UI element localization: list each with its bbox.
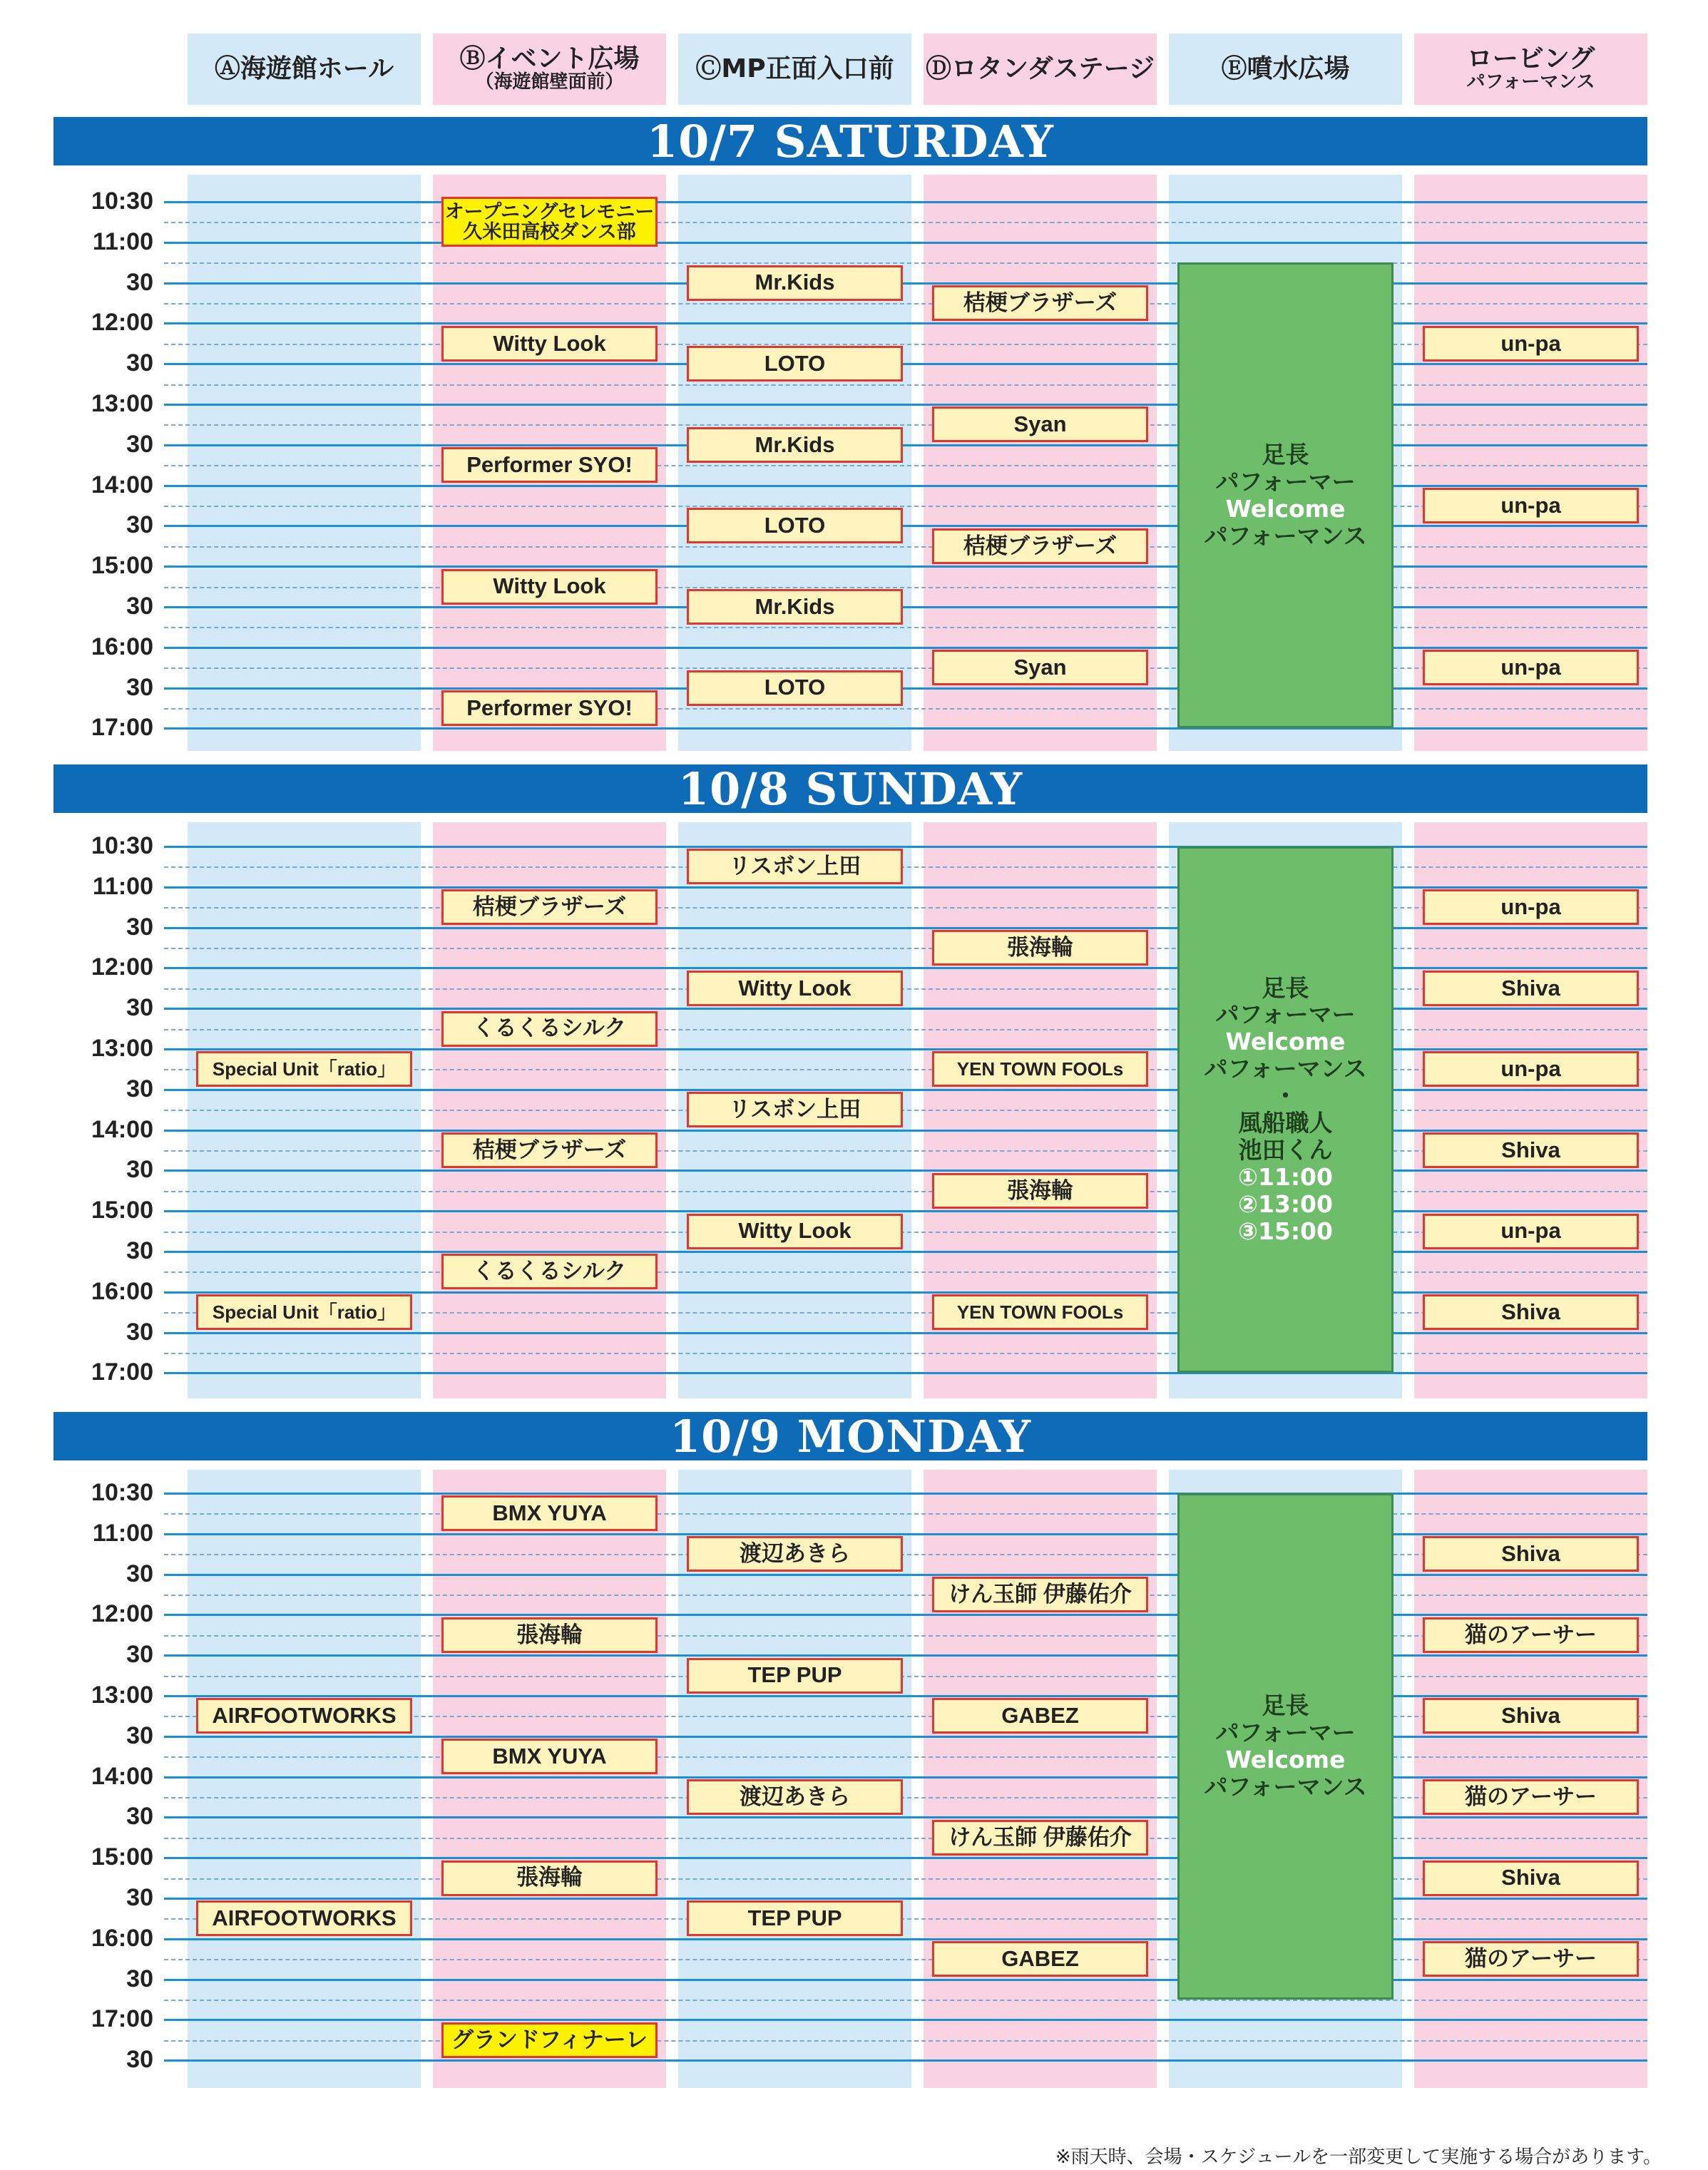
grid-line bbox=[164, 1493, 1647, 1495]
grid-line bbox=[164, 1533, 1647, 1535]
grid-line bbox=[164, 565, 1647, 568]
time-label: 17:00 bbox=[91, 714, 153, 742]
grid-line bbox=[164, 1898, 1647, 1900]
event-box[interactable]: 桔梗ブラザーズ bbox=[441, 889, 658, 925]
venue-header-1 bbox=[433, 34, 666, 105]
venue-sublabel: （海遊館壁面前） bbox=[475, 71, 624, 93]
time-label: 30 bbox=[126, 1965, 153, 1992]
grid-line bbox=[164, 2059, 1647, 2062]
time-label: 30 bbox=[126, 1803, 153, 1831]
time-label: 30 bbox=[126, 2046, 153, 2074]
event-box[interactable]: Syan bbox=[932, 650, 1148, 685]
grid-line bbox=[164, 606, 1647, 608]
grid-line bbox=[164, 2019, 1647, 2021]
grid-line bbox=[164, 1695, 1647, 1697]
time-label: 15:00 bbox=[91, 1843, 153, 1871]
grid-dash bbox=[164, 1271, 1647, 1273]
long-block-line: パフォーマンス bbox=[1204, 1055, 1367, 1083]
event-box[interactable]: LOTO bbox=[687, 670, 903, 706]
time-label: 12:00 bbox=[91, 1600, 153, 1628]
time-label: 16:00 bbox=[91, 1924, 153, 1952]
long-block-line: 風船職人 bbox=[1238, 1109, 1333, 1137]
grid-dash bbox=[164, 627, 1647, 628]
venue-header-5 bbox=[1414, 34, 1647, 105]
event-box[interactable]: グランドフィナーレ bbox=[441, 2022, 658, 2058]
event-box[interactable]: Mr.Kids bbox=[687, 427, 903, 463]
grid-dash bbox=[164, 948, 1647, 949]
event-box[interactable]: 桔梗ブラザーズ bbox=[932, 528, 1148, 564]
long-block-line: パフォーマンス bbox=[1204, 1772, 1367, 1801]
grid-dash bbox=[164, 1595, 1647, 1596]
long-performance-block bbox=[1177, 262, 1393, 728]
event-box[interactable]: Syan bbox=[932, 406, 1148, 442]
event-box[interactable]: Shiva bbox=[1423, 971, 1639, 1006]
event-line: 久米田高校ダンス部 bbox=[463, 221, 636, 243]
time-label: 30 bbox=[126, 268, 153, 296]
time-label: 17:00 bbox=[91, 2005, 153, 2033]
event-box[interactable]: AIRFOOTWORKS bbox=[196, 1698, 412, 1734]
time-label: 16:00 bbox=[91, 1277, 153, 1305]
time-label: 30 bbox=[126, 511, 153, 539]
time-label: 30 bbox=[126, 994, 153, 1022]
long-block-line: パフォーマー bbox=[1215, 1719, 1356, 1747]
time-label: 15:00 bbox=[91, 552, 153, 580]
event-box[interactable]: Shiva bbox=[1423, 1698, 1639, 1734]
time-label: 30 bbox=[126, 430, 153, 458]
event-box[interactable]: リスボン上田 bbox=[687, 1092, 903, 1127]
grid-line bbox=[164, 201, 1647, 203]
grid-line bbox=[164, 967, 1647, 969]
grid-line bbox=[164, 1938, 1647, 1940]
venue-column-2 bbox=[678, 175, 911, 751]
event-box[interactable]: 猫のアーサー bbox=[1423, 1941, 1639, 1977]
time-label: 30 bbox=[126, 1075, 153, 1102]
event-box[interactable]: Shiva bbox=[1423, 1132, 1639, 1168]
event-line: オープニングセレモニー bbox=[444, 201, 655, 223]
event-box[interactable]: 渡辺あきら bbox=[687, 1536, 903, 1572]
event-box[interactable]: Special Unit「ratio」 bbox=[196, 1051, 412, 1087]
venue-label: Ⓓロタンダステージ bbox=[925, 54, 1155, 84]
grid-dash bbox=[164, 708, 1647, 710]
time-label: 16:00 bbox=[91, 633, 153, 660]
event-box[interactable]: 張海輪 bbox=[932, 1173, 1148, 1209]
day-banner: 10/7 SATURDAY bbox=[53, 117, 1647, 165]
event-box[interactable]: BMX YUYA bbox=[441, 1739, 658, 1774]
grid-dash bbox=[164, 384, 1647, 386]
long-block-line: ①11:00 bbox=[1238, 1163, 1333, 1192]
time-label: 11:00 bbox=[92, 872, 153, 900]
time-label: 30 bbox=[126, 673, 153, 701]
venue-label: ロービング bbox=[1466, 44, 1595, 74]
event-box[interactable]: YEN TOWN FOOLs bbox=[932, 1051, 1148, 1087]
event-box[interactable]: un-pa bbox=[1423, 326, 1639, 362]
time-label: 30 bbox=[126, 1884, 153, 1911]
venue-column-0 bbox=[188, 175, 421, 751]
grid-dash bbox=[164, 262, 1647, 264]
time-label: 11:00 bbox=[92, 1519, 153, 1547]
footnote: ※雨天時、会場・スケジュールを一部変更して実施する場合があります。 bbox=[1055, 2146, 1662, 2168]
long-block-line: Welcome bbox=[1225, 1028, 1346, 1056]
long-performance-block bbox=[1177, 1493, 1393, 2000]
venue-column-0 bbox=[188, 1470, 421, 2088]
event-box[interactable]: un-pa bbox=[1423, 1051, 1639, 1087]
grid-dash bbox=[164, 1029, 1647, 1030]
grid-line bbox=[164, 1332, 1647, 1334]
time-label: 30 bbox=[126, 1721, 153, 1749]
time-label: 30 bbox=[126, 1156, 153, 1184]
venue-label: ⒸMP正面入口前 bbox=[695, 54, 894, 84]
event-box[interactable]: Mr.Kids bbox=[687, 265, 903, 301]
event-box[interactable]: リスボン上田 bbox=[687, 849, 903, 884]
grid-dash bbox=[164, 1110, 1647, 1111]
grid-line bbox=[164, 1614, 1647, 1616]
grid-dash bbox=[164, 2000, 1647, 2001]
time-label: 14:00 bbox=[91, 471, 153, 498]
time-label: 30 bbox=[126, 913, 153, 941]
long-block-line: Welcome bbox=[1225, 1746, 1346, 1774]
grid-line bbox=[164, 927, 1647, 929]
event-box[interactable]: Witty Look bbox=[441, 569, 658, 605]
grid-line bbox=[164, 1008, 1647, 1010]
venue-column-3 bbox=[924, 1470, 1157, 2088]
grid-dash bbox=[164, 465, 1647, 466]
long-block-line: 足長 bbox=[1262, 973, 1309, 1002]
time-label: 30 bbox=[126, 1560, 153, 1587]
venue-label: Ⓔ噴水広場 bbox=[1221, 54, 1350, 84]
event-box[interactable]: Special Unit「ratio」 bbox=[196, 1294, 412, 1330]
time-label: 13:00 bbox=[91, 1682, 153, 1709]
event-box[interactable]: Shiva bbox=[1423, 1861, 1639, 1896]
grid-line bbox=[164, 525, 1647, 527]
long-block-line: 足長 bbox=[1262, 1692, 1309, 1720]
time-label: 13:00 bbox=[91, 1035, 153, 1062]
venue-sublabel: パフォーマンス bbox=[1466, 71, 1595, 93]
event-box[interactable]: Performer SYO! bbox=[441, 447, 658, 483]
grid-line bbox=[164, 1372, 1647, 1374]
long-block-line: パフォーマー bbox=[1215, 467, 1356, 496]
grid-line bbox=[164, 687, 1647, 690]
grid-dash bbox=[164, 1838, 1647, 1839]
event-box[interactable]: TEP PUP bbox=[687, 1658, 903, 1694]
long-block-line: ・ bbox=[1274, 1082, 1297, 1110]
grid-dash bbox=[164, 1513, 1647, 1515]
event-box[interactable]: GABEZ bbox=[932, 1698, 1148, 1734]
time-label: 11:00 bbox=[92, 227, 153, 255]
event-box[interactable]: un-pa bbox=[1423, 1214, 1639, 1249]
event-box[interactable]: YEN TOWN FOOLs bbox=[932, 1294, 1148, 1330]
event-box[interactable]: Witty Look bbox=[441, 326, 658, 362]
event-box[interactable]: GABEZ bbox=[932, 1941, 1148, 1977]
grid-line bbox=[164, 1089, 1647, 1091]
event-box[interactable]: 桔梗ブラザーズ bbox=[441, 1132, 658, 1168]
time-label: 17:00 bbox=[91, 1358, 153, 1386]
grid-line bbox=[164, 1736, 1647, 1738]
time-label: 10:30 bbox=[91, 1479, 153, 1506]
grid-dash bbox=[164, 1756, 1647, 1758]
time-label: 12:00 bbox=[91, 309, 153, 337]
event-box[interactable]: けん玉師 伊藤佑介 bbox=[932, 1577, 1148, 1612]
grid-dash bbox=[164, 222, 1647, 223]
grid-dash bbox=[164, 546, 1647, 548]
time-label: 10:30 bbox=[91, 832, 153, 859]
event-box[interactable]: 張海輪 bbox=[441, 1617, 658, 1653]
grid-line bbox=[164, 1979, 1647, 1981]
time-label: 14:00 bbox=[91, 1115, 153, 1143]
grid-line bbox=[164, 886, 1647, 889]
event-box[interactable]: くるくるシルク bbox=[441, 1254, 658, 1289]
grid-line bbox=[164, 242, 1647, 244]
venue-header-0 bbox=[188, 34, 421, 105]
time-label: 30 bbox=[126, 1641, 153, 1669]
grid-line bbox=[164, 1130, 1647, 1132]
venue-label: Ⓑイベント広場 bbox=[459, 44, 640, 74]
grid-line bbox=[164, 1654, 1647, 1657]
event-box[interactable]: un-pa bbox=[1423, 889, 1639, 925]
long-block-line: 足長 bbox=[1262, 440, 1309, 469]
grid-line bbox=[164, 1210, 1647, 1212]
long-block-line: 池田くん bbox=[1238, 1136, 1333, 1165]
grid-dash bbox=[164, 424, 1647, 426]
venue-header-2 bbox=[678, 34, 911, 105]
grid-line bbox=[164, 1816, 1647, 1818]
event-box[interactable]: Witty Look bbox=[687, 971, 903, 1006]
event-box[interactable]: Mr.Kids bbox=[687, 589, 903, 625]
grid-line bbox=[164, 485, 1647, 487]
event-box[interactable]: TEP PUP bbox=[687, 1900, 903, 1936]
event-box[interactable]: un-pa bbox=[1423, 488, 1639, 523]
event-box[interactable]: けん玉師 伊藤佑介 bbox=[932, 1820, 1148, 1856]
event-box[interactable]: 猫のアーサー bbox=[1423, 1617, 1639, 1653]
event-box[interactable]: Performer SYO! bbox=[441, 690, 658, 726]
grid-line bbox=[164, 1251, 1647, 1253]
grid-line bbox=[164, 404, 1647, 406]
event-box[interactable]: 渡辺あきら bbox=[687, 1779, 903, 1815]
grid-line bbox=[164, 1170, 1647, 1172]
event-box[interactable]: Witty Look bbox=[687, 1214, 903, 1249]
long-block-line: ②13:00 bbox=[1238, 1190, 1333, 1218]
time-label: 30 bbox=[126, 349, 153, 377]
long-performance-block bbox=[1177, 846, 1393, 1373]
grid-dash bbox=[164, 1191, 1647, 1192]
event-box[interactable]: 猫のアーサー bbox=[1423, 1779, 1639, 1815]
day-banner: 10/8 SUNDAY bbox=[53, 764, 1647, 813]
grid-line bbox=[164, 727, 1647, 730]
grid-line bbox=[164, 282, 1647, 285]
grid-dash bbox=[164, 2040, 1647, 2042]
event-box[interactable]: Shiva bbox=[1423, 1536, 1639, 1572]
grid-line bbox=[164, 1291, 1647, 1294]
time-label: 10:30 bbox=[91, 188, 153, 215]
long-block-line: Welcome bbox=[1225, 494, 1346, 523]
grid-line bbox=[164, 1857, 1647, 1859]
grid-dash bbox=[164, 303, 1647, 304]
event-box[interactable]: AIRFOOTWORKS bbox=[196, 1900, 412, 1936]
event-box[interactable] bbox=[441, 197, 658, 247]
event-box[interactable]: LOTO bbox=[687, 508, 903, 543]
event-box[interactable]: un-pa bbox=[1423, 650, 1639, 685]
event-box[interactable]: Shiva bbox=[1423, 1294, 1639, 1330]
venue-header-4 bbox=[1169, 34, 1402, 105]
time-label: 30 bbox=[126, 1237, 153, 1264]
grid-dash bbox=[164, 1676, 1647, 1677]
time-label: 15:00 bbox=[91, 1197, 153, 1224]
time-label: 30 bbox=[126, 593, 153, 620]
long-block-line: パフォーマンス bbox=[1204, 521, 1367, 550]
venue-label: Ⓐ海遊館ホール bbox=[214, 54, 394, 84]
grid-dash bbox=[164, 866, 1647, 868]
event-box[interactable]: BMX YUYA bbox=[441, 1495, 658, 1531]
grid-line bbox=[164, 1048, 1647, 1050]
time-label: 14:00 bbox=[91, 1762, 153, 1790]
grid-line bbox=[164, 846, 1647, 848]
grid-line bbox=[164, 363, 1647, 365]
event-box[interactable]: くるくるシルク bbox=[441, 1011, 658, 1047]
long-block-line: パフォーマー bbox=[1215, 1000, 1356, 1029]
grid-line bbox=[164, 1574, 1647, 1576]
event-box[interactable]: 張海輪 bbox=[441, 1861, 658, 1896]
time-label: 12:00 bbox=[91, 953, 153, 981]
venue-header-3 bbox=[924, 34, 1157, 105]
grid-dash bbox=[164, 1353, 1647, 1354]
event-box[interactable]: 桔梗ブラザーズ bbox=[932, 285, 1148, 321]
long-block-line: ③15:00 bbox=[1238, 1217, 1333, 1245]
event-box[interactable]: LOTO bbox=[687, 346, 903, 382]
day-banner: 10/9 MONDAY bbox=[53, 1412, 1647, 1460]
venue-column-1 bbox=[433, 1470, 666, 2088]
grid-line bbox=[164, 647, 1647, 649]
grid-line bbox=[164, 444, 1647, 446]
grid-line bbox=[164, 322, 1647, 324]
time-label: 30 bbox=[126, 1318, 153, 1346]
event-box[interactable]: 張海輪 bbox=[932, 930, 1148, 966]
grid-line bbox=[164, 1776, 1647, 1779]
grid-dash bbox=[164, 587, 1647, 588]
time-label: 13:00 bbox=[91, 390, 153, 417]
